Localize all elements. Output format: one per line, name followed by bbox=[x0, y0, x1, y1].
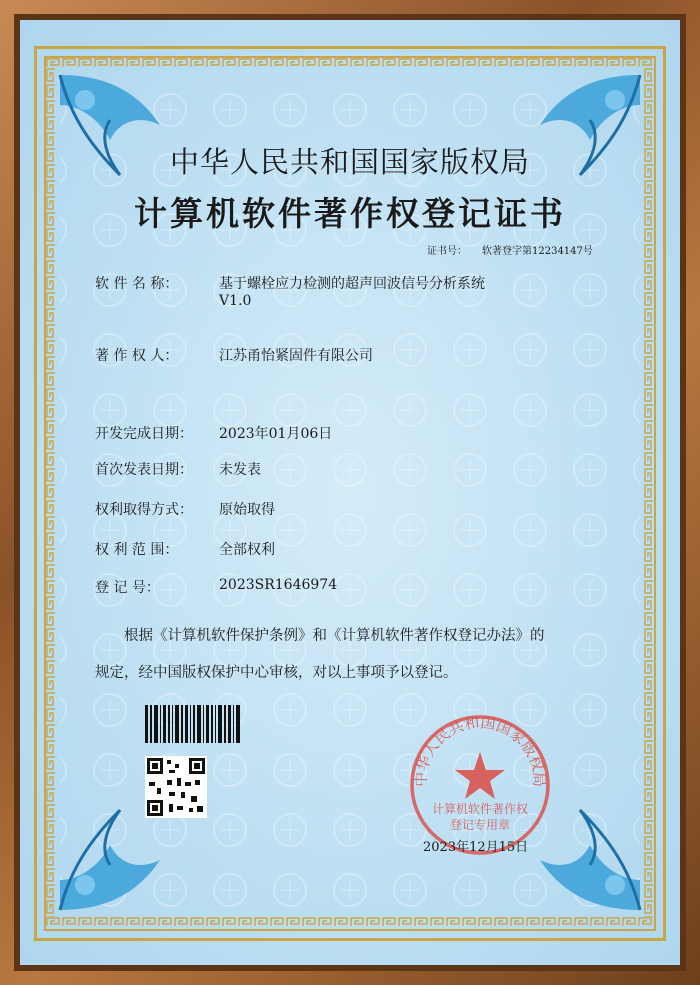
copyright-owner-label: 著 作 权 人： bbox=[95, 348, 179, 364]
registration-number-label: 登 记 号： bbox=[95, 580, 160, 596]
seal-inner-line1: 计算机软件著作权 bbox=[431, 802, 529, 816]
seal-inner-line2: 登记专用章 bbox=[449, 818, 511, 832]
software-name-value: 基于螺栓应力检测的超声回波信号分析系统 bbox=[219, 276, 485, 292]
body-text-line1: 根据《计算机软件保护条例》和《计算机软件著作权登记办法》的 bbox=[124, 628, 545, 644]
issue-date: 2023年12月15日 bbox=[423, 840, 529, 855]
registration-number-value: 2023SR1646974 bbox=[219, 577, 338, 593]
copyright-owner-value: 江苏甬怡紧固件有限公司 bbox=[219, 348, 373, 364]
seal-ring-text: 中华人民共和国国家版权局 bbox=[411, 713, 549, 788]
certificate-title: 计算机软件著作权登记证书 bbox=[134, 194, 566, 233]
rights-scope-value: 全部权利 bbox=[219, 542, 275, 558]
acquisition-method-label: 权利取得方式： bbox=[95, 502, 193, 518]
publish-date-value: 未发表 bbox=[219, 462, 261, 478]
completion-date-label: 开发完成日期： bbox=[95, 426, 193, 442]
software-name-label: 软 件 名 称： bbox=[95, 276, 179, 292]
barcode bbox=[145, 705, 240, 743]
authority-title: 中华人民共和国国家版权局 bbox=[169, 145, 530, 179]
seal-star-icon bbox=[455, 752, 505, 799]
completion-date-value: 2023年01月06日 bbox=[219, 426, 333, 442]
rights-scope-label: 权 利 范 围： bbox=[95, 542, 179, 558]
publish-date-label: 首次发表日期： bbox=[95, 462, 193, 478]
cert-number: 软著登字第12234147号 bbox=[482, 246, 593, 257]
body-text-line2: 规定，经中国版权保护中心审核，对以上事项予以登记。 bbox=[95, 665, 458, 681]
qr-code bbox=[145, 756, 207, 818]
cert-number-label: 证书号： bbox=[427, 246, 467, 257]
software-version-value: V1.0 bbox=[219, 293, 252, 309]
acquisition-method-value: 原始取得 bbox=[219, 502, 275, 518]
